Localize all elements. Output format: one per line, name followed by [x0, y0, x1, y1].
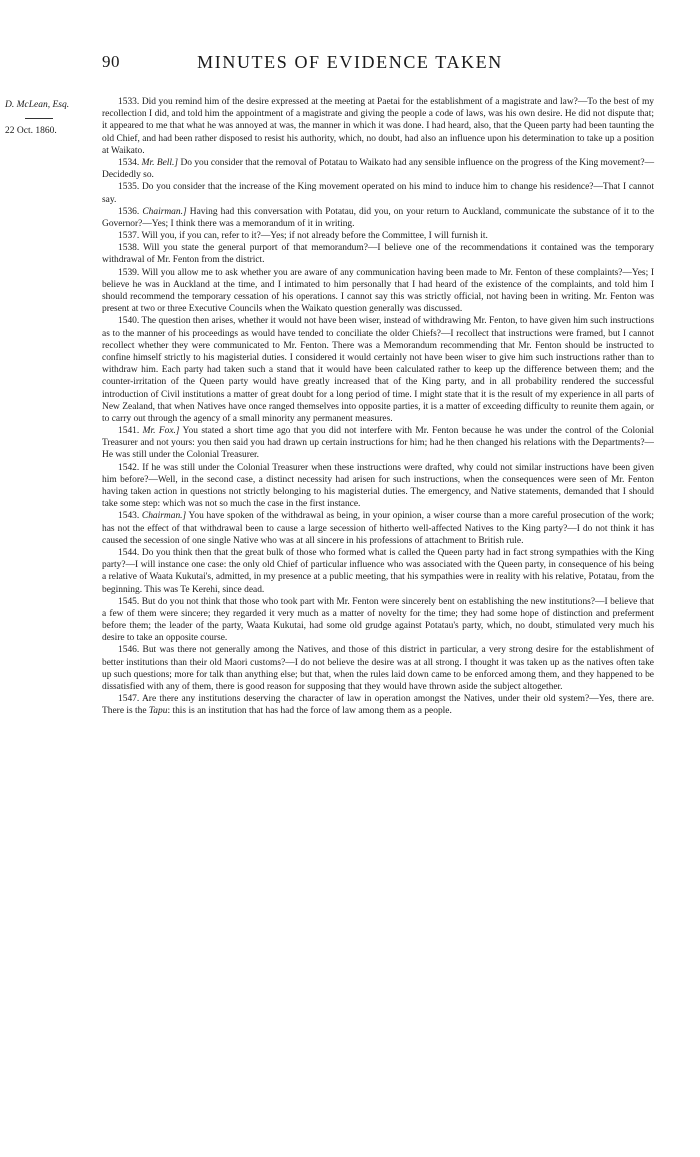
- question-answer-text: Will you allow me to ask whether you are aware of any communication having been made to Mr. Fenton of these complaints?—Yes; I believe he was in Auckland at the time, and I intimated to him personally that I had heard of the existence of the complaints, and told him I should recommend the temporary cessation of his operations. I cannot say this was strictly official, not having been in writing. Mr. Fenton was present at two or three Executive Councils when the Waikato question generally was discussed.: [102, 267, 654, 315]
- question-paragraph: [102, 596, 654, 645]
- question-number: 1547.: [118, 694, 140, 705]
- question-number: 1536.: [118, 206, 140, 217]
- question-answer-text: Did you remind him of the desire expressed at the meeting at Paetai for the establishment of a magistrate and law?—To the best of my recollection I did, and told him the appointment of a magistrate and giving the people a code of laws, was his own desire. He did not dispute that; it appeared to me that what he was annoyed at was, the manner in which it was done. I had heard, also, that the Queen party had been taunting the old Chief, and had been rather disposed to resist his authority, which, no doubt, had also an influence upon his determination to take up a position at Waikato.: [102, 97, 655, 156]
- question-answer-text: But was there not generally among the Natives, and those of this district in particular, a very strong desire for the establishment of better institutions than their old Maori customs?—I do not believe the desire was at all strong. I thought it was taken up as the natives often take up such questions; more for talk than anything else; but that, when the rules laid down came to be enforced among them, and they happened to be dissatisfied with any of them, there is good reason for supposing that they would have thrown aside the subject altogether.: [102, 645, 655, 692]
- question-paragraph: [102, 242, 654, 266]
- question-number: 1546.: [118, 645, 140, 656]
- question-paragraph: [102, 425, 654, 462]
- speaker-label: Mr. Fox.]: [142, 426, 180, 437]
- question-answer-text: You stated a short time ago that you did not interfere with Mr. Fenton because he was under the control of the Colonial Treasurer and not yours: you then said you had drawn up certain instructions for him; had he then changed his relations with the Departments?—He was still under the Colonial Treasurer.: [102, 426, 654, 461]
- running-title: MINUTES OF EVIDENCE TAKEN: [197, 52, 503, 72]
- question-paragraph: [102, 547, 654, 596]
- testimony-date: 22 Oct. 1860.: [5, 126, 57, 136]
- question-number: 1539.: [118, 267, 140, 278]
- testimony-body: [102, 96, 654, 718]
- question-paragraph: [102, 644, 654, 693]
- question-number: 1533.: [118, 97, 140, 107]
- question-paragraph: [102, 157, 654, 181]
- question-answer-text: But do you not think that those who took part with Mr. Fenton were sincerely bent on establishing the new institutions?—I believe that a few of them were sincere; they regarded it very much as a matter of novelty for the time; they had some hope of distinction and preferment before them; the leader of the party, Waata Kukutai, had some old grudge against Potatau's party, which, no doubt, stimulated very much his desire to take an opposite course.: [102, 596, 654, 644]
- question-answer-text: If he was still under the Colonial Treasurer when these instructions were drafted, why could not similar instructions have been given him before?—Well, in the second case, a distinct necessity had arisen for such instructions, when the consequences were seen of Mr. Fenton having taken action in questions not strictly belonging to his magisterial duties. The emergency, and Native statements, demanded that I should take some step: which was not so much the case in the first instance.: [102, 462, 655, 510]
- speaker-label: Chairman.]: [142, 206, 187, 217]
- question-answer-text: Do you consider that the increase of the King movement operated on his mind to induce him to change his residence?—That I cannot say.: [102, 182, 655, 205]
- question-answer-text: Are there any institutions deserving the character of law in operation amongst the Natives, under their old system?—Yes, there are. There is the Tapu: this is an institution that has had the force of law among them as a people.: [102, 694, 655, 717]
- question-paragraph: [102, 206, 654, 230]
- question-paragraph: [102, 315, 654, 425]
- question-paragraph: [102, 181, 654, 205]
- question-number: 1534.: [118, 157, 140, 168]
- page-number: 90: [102, 52, 120, 71]
- question-paragraph: [102, 230, 654, 242]
- question-number: 1544.: [118, 547, 140, 558]
- question-number: 1542.: [118, 462, 140, 473]
- margin-note: [5, 99, 93, 137]
- question-answer-text: The question then arises, whether it would not have been wiser, instead of withdrawing Mr. Fenton, to have given him such instructions as to the manner of his proceedings as would have tended to conciliate the older Chiefs?—I recollect that instructions were framed, but I cannot recollect whether they were communicated to Mr. Fenton. There was a Memorandum recommending that Mr. Fenton should be instructed to confine himself strictly to his magisterial duties. I considered it would certainly not have been wiser to give him such instructions rather than to withdraw him. Each party had taken such a stand that it would have been calculated rather to keep up the difference between them; and the counter-irritation of the Queen party would have greatly increased that of the King party, and in all probability rendered the successful introduction of Civil institutions a matter of great doubt for a long period of time. I might state that it is the result of my experience in all parts of New Zealand, that when Natives have once ranged themselves into opposite parties, it is a matter of exceeding difficulty to reunite them again, or to carry out through the agency of a small minority any permanent measures.: [102, 316, 654, 424]
- question-number: 1545.: [118, 596, 140, 607]
- question-number: 1538.: [118, 243, 140, 254]
- speaker-label: Mr. Bell.]: [141, 157, 179, 168]
- question-number: 1537.: [118, 231, 140, 242]
- witness-name: D. McLean, Esq.: [5, 100, 70, 110]
- question-answer-text: Do you think then that the great bulk of those who formed what is called the Queen party had in fact strong sympathies with the King party?—I will instance one case: the only old Chief of particular influence who was associated with the Queen party, in consequence of his being a relative of Waata Kukutai's, admitted, in my presence at a public meeting, that his sympathies were in reality with his relative, Potatau, from the beginning. This was Te Kerehi, since dead.: [102, 547, 654, 595]
- question-number: 1535.: [118, 182, 140, 193]
- question-answer-text: Will you, if you can, refer to it?—Yes; if not already before the Committee, I will furnish it.: [141, 231, 488, 242]
- question-paragraph: [102, 510, 654, 547]
- question-answer-text: Having had this conversation with Potatau, did you, on your return to Auckland, communicate the substance of it to the Governor?—Yes; I think there was a memorandum of it in writing.: [102, 206, 655, 229]
- margin-rule: [25, 118, 53, 119]
- question-paragraph: [102, 267, 654, 316]
- page-header: [0, 52, 700, 78]
- question-answer-text: Will you state the general purport of that memorandum?—I believe one of the recommendations it contained was the temporary withdrawal of Mr. Fenton from the district.: [102, 243, 654, 266]
- question-number: 1540.: [118, 316, 140, 327]
- question-answer-text: You have spoken of the withdrawal as being, in your opinion, a wiser course than a more careful prosecution of the work; has not the effect of that withdrawal been to cause a large secession of hitherto well-affected Natives to the King party?—I do not think it has caused the secession of one single Native who was at all sincere in his professions of attachment to British rule.: [102, 511, 655, 546]
- question-number: 1543.: [118, 511, 140, 522]
- speaker-label: Chairman.]: [141, 511, 187, 522]
- question-number: 1541.: [118, 426, 140, 437]
- question-paragraph: [102, 462, 654, 511]
- question-answer-text: Do you consider that the removal of Potatau to Waikato had any sensible influence on the progress of the King movement?—Decidedly so.: [102, 157, 655, 181]
- question-paragraph: [102, 96, 654, 157]
- question-paragraph: [102, 693, 654, 717]
